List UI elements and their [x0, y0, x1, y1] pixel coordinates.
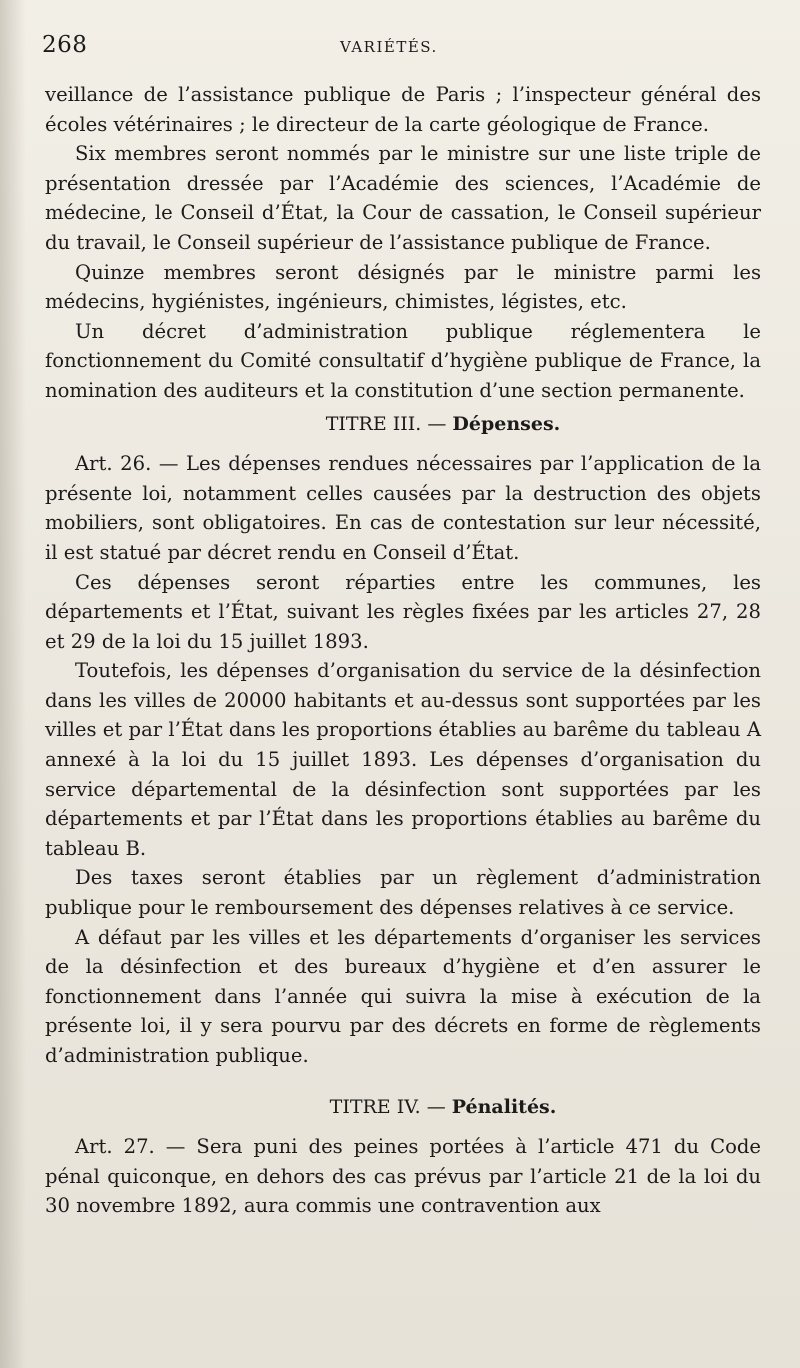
paragraph-continuation: veillance de l’assistance publique de Paris ; l’inspecteur général des écoles vétérinaires ; le directeur de la carte géologique de France.: [45, 83, 761, 136]
titre-iv-name: Pénalités.: [451, 1095, 557, 1118]
titre-iii-label: TITRE III. —: [325, 412, 447, 435]
titre-iv-label: TITRE IV. —: [329, 1095, 446, 1118]
paragraph-six-membres: Six membres seront nommés par le ministre sur une liste triple de présentation dressée par l’Académie des sciences, l’Académie de médecine, le Conseil d’État, la Cour de cassation, le Conseil supérieur du travail, le Conseil supérieur de l’assistance publique de France.: [45, 142, 761, 254]
paragraph-toutefois: Toutefois, les dépenses d’organisation du service de la désinfection dans les villes de 20000 habitants et au-dessus sont supportées par les villes et par l’État dans les proportions établies au barême du tableau A annexé à la loi du 15 juillet 1893. Les dépenses d’organisation du service départemental de la désinfection sont supportées par les départements et par l’État dans les proportions établies au barême du tableau B.: [45, 659, 761, 860]
section-heading-titre-iii: [45, 410, 761, 440]
section-heading-titre-iv: [45, 1093, 761, 1123]
paragraph-repartition: Ces dépenses seront réparties entre les communes, les départements et l’État, suivant les règles fixées par les articles 27, 28 et 29 de la loi du 15 juillet 1893.: [45, 570, 761, 653]
paragraph-quinze-membres: Quinze membres seront désignés par le ministre parmi les médecins, hygiénistes, ingénieurs, chimistes, légistes, etc.: [45, 260, 761, 314]
paragraph-decret: Un décret d’administration publique réglementera le fonctionnement du Comité consultatif d’hygiène publique de France, la nomination des auditeurs et la constitution d’une section permanente.: [45, 319, 761, 402]
paragraph-a-defaut: A défaut par les villes et les départements d’organiser les services de la désinfection et des bureaux d’hygiène et d’en assurer le fonctionnement dans l’année qui suivra la mise à exécution de la présente loi, il y sera pourvu par des décrets en forme de règlements d’administration publique.: [45, 925, 761, 1067]
paragraph-art-27: Art. 27. — Sera puni des peines portées à l’article 471 du Code pénal quiconque, en dehors des cas prévus par l’article 21 de la loi du 30 novembre 1892, aura commis une contravention aux: [45, 1135, 761, 1218]
paragraph-art-26: Art. 26. — Les dépenses rendues nécessaires par l’application de la présente loi, notamment celles causées par la destruction des objets mobiliers, sont obligatoires. En cas de contestation sur leur nécessité, il est statué par décret rendu en Conseil d’État.: [45, 452, 761, 564]
paragraph-taxes: Des taxes seront établies par un règlement d’administration publique pour le remboursement des dépenses relatives à ce service.: [45, 866, 761, 920]
running-head: VARIÉTÉS.: [340, 38, 438, 56]
page-body: [45, 80, 761, 1221]
page-header: [42, 32, 760, 72]
page-number: 268: [42, 32, 88, 58]
titre-iii-name: Dépenses.: [452, 412, 561, 435]
